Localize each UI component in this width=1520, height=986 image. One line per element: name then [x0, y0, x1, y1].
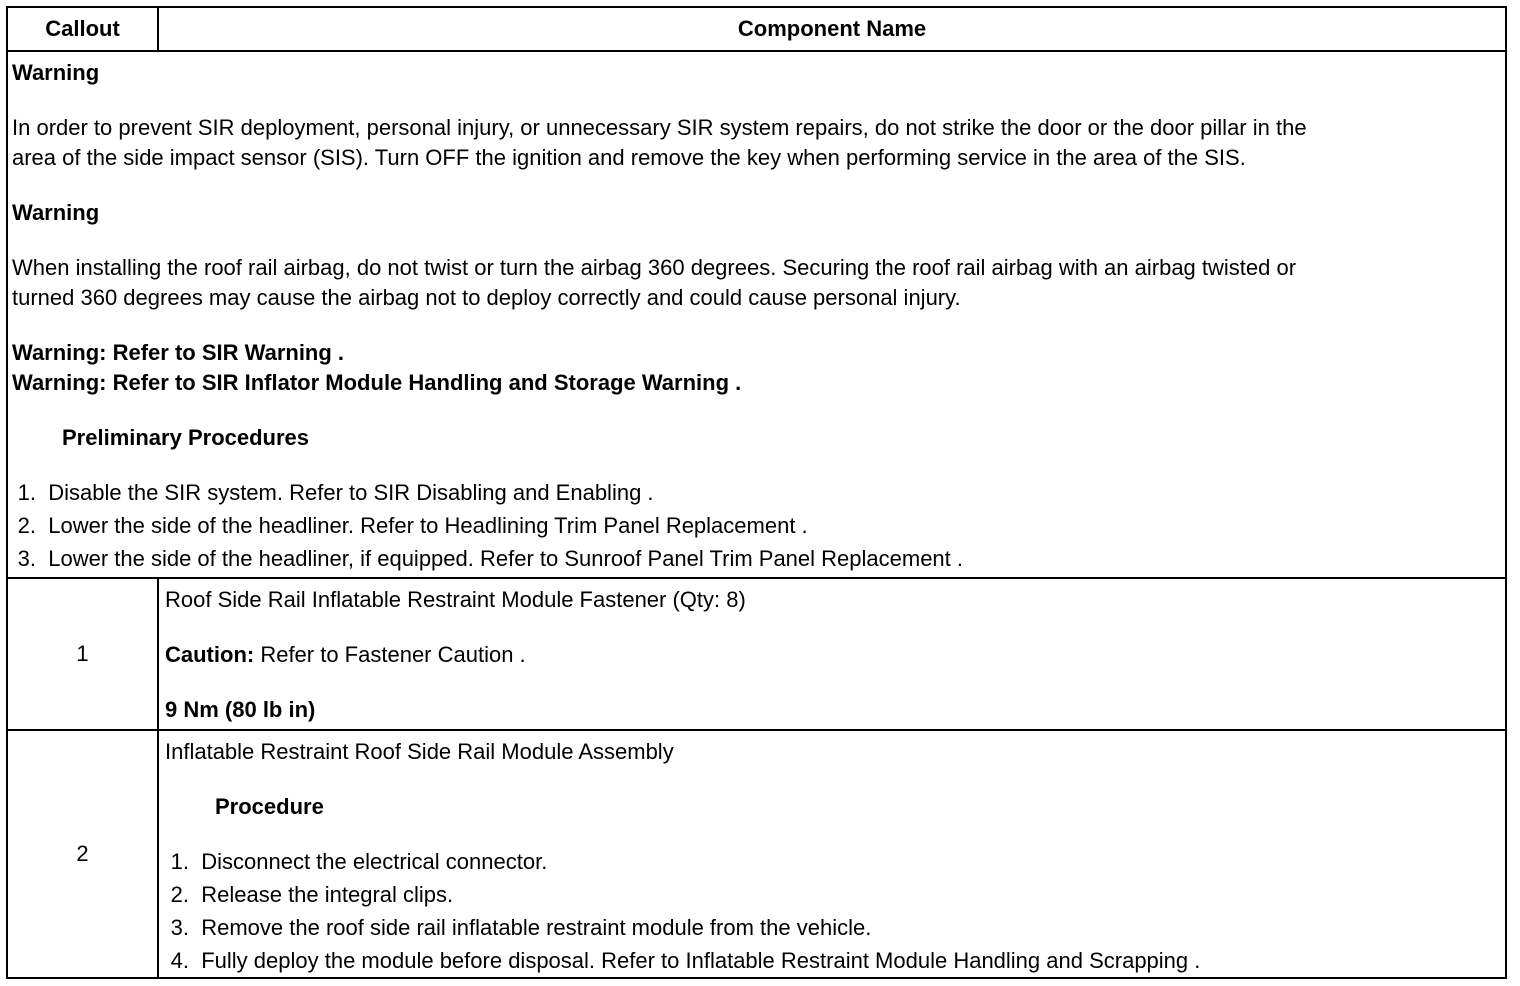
component-cell	[159, 731, 1505, 977]
step-text: Lower the side of the headliner. Refer to Headlining Trim Panel Replacement .	[48, 513, 808, 538]
warnings-section	[8, 52, 1505, 579]
step-number: 4.	[170, 948, 189, 973]
service-table	[6, 6, 1507, 979]
procedure-title: Procedure	[215, 794, 324, 819]
procedure-step	[165, 946, 1200, 976]
preliminary-title: Preliminary Procedures	[62, 425, 310, 450]
step-number: 3.	[170, 915, 189, 940]
component-name: Roof Side Rail Inflatable Restraint Module Fastener (Qty: 8)	[165, 587, 746, 612]
warning-title-2: Warning	[12, 200, 100, 225]
step-text: Disable the SIR system. Refer to SIR Disabling and Enabling .	[48, 480, 654, 505]
step-number: 2.	[17, 513, 36, 538]
step-text: Disconnect the electrical connector.	[201, 849, 548, 874]
step-number: 3.	[17, 546, 36, 571]
caution-text: Refer to Fastener Caution .	[254, 642, 526, 667]
step-text: Remove the roof side rail inflatable restraint module from the vehicle.	[201, 915, 872, 940]
step-number: 1.	[17, 480, 36, 505]
warning-sir-ref: Warning: Refer to SIR Warning .	[12, 340, 345, 365]
warning-inflator-ref: Warning: Refer to SIR Inflator Module Handling and Storage Warning .	[12, 370, 742, 395]
table-row	[8, 579, 1505, 731]
step-number: 2.	[170, 882, 189, 907]
warning-title-1: Warning	[12, 60, 100, 85]
callout-header: Callout	[8, 8, 159, 50]
preliminary-step	[12, 478, 654, 508]
warning-text-1-line-1: In order to prevent SIR deployment, personal injury, or unnecessary SIR system repairs, do not strike the door or the door pillar in the	[12, 115, 1307, 140]
warning-text-1-line-2: area of the side impact sensor (SIS). Turn OFF the ignition and remove the key when performing service in the area of the SIS.	[12, 145, 1246, 170]
warning-text-2-line-1: When installing the roof rail airbag, do not twist or turn the airbag 360 degrees. Securing the roof rail airbag with an airbag twisted or	[12, 255, 1297, 280]
step-text: Release the integral clips.	[201, 882, 454, 907]
component-name: Inflatable Restraint Roof Side Rail Module Assembly	[165, 739, 674, 764]
step-number: 1.	[170, 849, 189, 874]
procedure-step	[165, 913, 871, 943]
torque-spec: 9 Nm (80 lb in)	[165, 697, 316, 722]
procedure-step	[165, 847, 547, 877]
warning-text-2-line-2: turned 360 degrees may cause the airbag not to deploy correctly and could cause personal injury.	[12, 285, 961, 310]
step-text: Fully deploy the module before disposal. Refer to Inflatable Restraint Module Handling and Scrapping .	[201, 948, 1201, 973]
caution-label: Caution:	[165, 642, 255, 667]
caution-line	[165, 640, 526, 670]
table-row	[8, 731, 1505, 977]
step-text: Lower the side of the headliner, if equipped. Refer to Sunroof Panel Trim Panel Replacement .	[48, 546, 964, 571]
preliminary-step	[12, 544, 963, 574]
callout-cell: 2	[8, 731, 159, 977]
table-header	[8, 8, 1505, 52]
component-name-header: Component Name	[737, 16, 927, 41]
callout-cell: 1	[8, 579, 159, 729]
procedure-step	[165, 880, 453, 910]
preliminary-step	[12, 511, 808, 541]
component-cell	[159, 579, 1505, 729]
